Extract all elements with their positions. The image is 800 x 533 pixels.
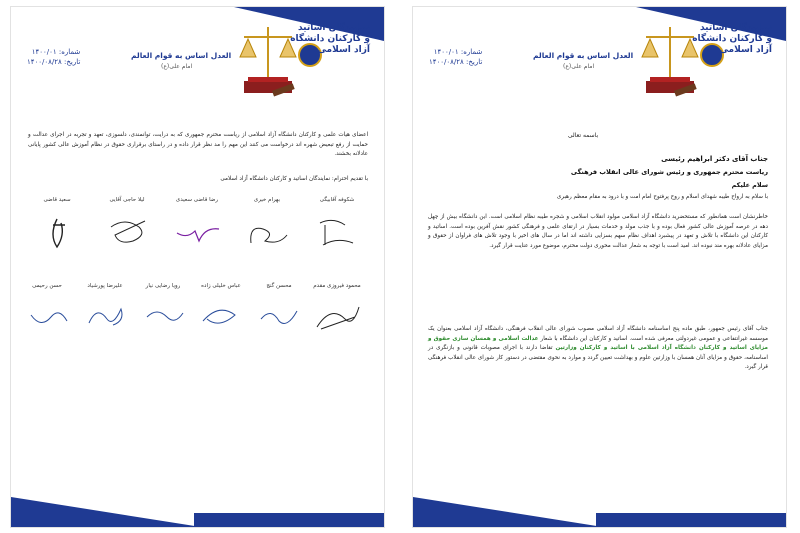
- handwritten-signature: [35, 215, 81, 249]
- handwritten-signature: [105, 215, 151, 249]
- letter-page-1: [412, 6, 787, 528]
- letterhead-motto: العدل اساس به قوام العالم: [131, 51, 232, 60]
- paragraph-body-2: [428, 325, 768, 373]
- scales-of-justice-icon: [640, 19, 700, 103]
- signatory-name: رضا قاضی سعیدی: [175, 197, 219, 203]
- signatures-row-1: [27, 197, 367, 277]
- letter-number: شماره: ۱۴۰۰/۰۱: [31, 48, 81, 56]
- greeting: سلام علیکم: [731, 181, 768, 189]
- bismillah: باسمه تعالی: [567, 132, 599, 139]
- closing-line: با تقدیم احترام: نمایندگان اساتید و کارکنان دانشگاه آزاد اسلامی: [220, 176, 368, 182]
- letterhead-title: نمایندگان اساتید و کارکنان دانشگاه آزاد اسلامی: [290, 23, 370, 55]
- footer-corner-accent: [413, 497, 603, 527]
- handwritten-signature: [175, 215, 221, 249]
- paragraph-body-2-text: جناب آقای رئیس جمهور، طبق ماده پنج اساسنامه دانشگاه آزاد اسلامی مصوب شورای عالی انقلاب فرهنگی، دانشگاه آزاد اسلامی بعنوان یک موسسه غیرانتفاعی و عمومی غیردولتی معرفی شده است. اساتید و کارکنان این دانشگاه با شعار: [428, 326, 768, 342]
- addressee-title: ریاست محترم جمهوری و رئیس شورای عالی انقلاب فرهنگی: [570, 168, 768, 176]
- handwritten-signature: [257, 299, 303, 333]
- letterhead-motto-author: امام علی(ع): [563, 63, 595, 70]
- paragraph-intro: با سلام به ارواح طیبه شهدای اسلام و روح پرفتوح امام امت و با درود به مقام معظم رهبری: [556, 194, 768, 200]
- handwritten-signature: [315, 215, 361, 249]
- letterhead-title: نمایندگان اساتید و کارکنان دانشگاه آزاد اسلامی: [692, 23, 772, 55]
- paragraph-body-1: خاطرنشان است همانطور که مستحضرید دانشگاه آزاد اسلامی مولود انقلاب اسلامی و شجره طیبه نظام اسلامی است. این دانشگاه بیش از چهل دهه در عرصه آموزش عالی کشور فعال بوده و با جذب مولد و خدمات بسیار در ارتقای علمی و فرهنگی کشور نقش آفرین بوده است. اساتید و کارکنان این دانشگاه با تلاش و تعهد در پیشبرد اهداف نظام سهم بسزایی داشته اند اما در سال های اخیر با وجود تلاش های فراوان از حقوق و مزایای عادلانه بهره مند نبوده اند. امید است با توجه به شعار عدالت محوری دولت محترم، موضوع مورد عنایت قرار گیرد.: [428, 214, 768, 249]
- signatory-name: محمود فیروزی مقدم: [313, 283, 361, 289]
- footer-corner-accent: [11, 497, 201, 527]
- signatory-name: حسن رحیمی: [32, 283, 62, 289]
- letterhead-logo: [640, 19, 772, 103]
- handwritten-signature: [199, 299, 245, 333]
- footer-bar: [194, 513, 384, 527]
- paragraph-body-2-tail: تقاضا دارند با اجرای مصوبات قانونی و بازنگری در اساسنامه، حقوق و مزایای آنان همسان با وزارتین علوم و بهداشت تعیین گردد و موارد به نحوی مقتضی در دستور کار شورای عالی انقلاب فرهنگی قرار گیرد.: [428, 345, 768, 370]
- addressee-name: جناب آقای دکتر ابراهیم رئیسی: [661, 155, 768, 163]
- handwritten-signature: [315, 299, 361, 333]
- letter-meta: [27, 47, 80, 67]
- signatory-name: سعید قاضی: [43, 197, 71, 203]
- paragraph-request: اعضای هیات علمی و کارکنان دانشگاه آزاد اسلامی از ریاست محترم جمهوری که به درایت، توانمندی، دلسوزی، تعهد و تجربه در اجرای عدالت و حمایت از رفع تبعیض شهره اند درخواست می کنند این مهم را مد نظر قرار داده و در راستای برقراری حقوق در نظام آموزش عالی کشور پایانی عادلانه بخشند.: [28, 132, 368, 157]
- signatures-row-2: [27, 283, 367, 363]
- signatory-name: محسن گنج: [266, 283, 292, 289]
- signatory-name: رویا رضایی نیار: [145, 283, 181, 289]
- letter-page-2: [10, 6, 385, 528]
- handwritten-signature: [141, 299, 187, 333]
- letterhead-motto-author: امام علی(ع): [161, 63, 193, 70]
- scales-of-justice-icon: [238, 19, 298, 103]
- signatory-name: عباس خلیلی زاده: [201, 283, 241, 289]
- footer-bar: [596, 513, 786, 527]
- signatory-name: علیرضا پورشیاد: [87, 283, 123, 289]
- signatory-name: بهرام خیری: [253, 197, 281, 203]
- letter-date: تاریخ: ۱۴۰۰/۰۸/۲۸: [429, 58, 483, 66]
- demand-highlight: عدالت اسلامی و همسان سازی حقوق و مزایای اساتید و کارکنان دانشگاه آزاد اسلامی با اساتید و کارکنان وزارتین: [428, 335, 768, 351]
- letter-number: شماره: ۱۴۰۰/۰۱: [433, 48, 483, 56]
- signatory-name: شکوفه آقابیگی: [319, 197, 355, 203]
- letterhead-motto: العدل اساس به قوام العالم: [533, 51, 634, 60]
- handwritten-signature: [25, 299, 71, 333]
- letterhead-logo: [238, 19, 370, 103]
- handwritten-signature: [83, 299, 129, 333]
- signatory-name: لیلا حاجی آقایی: [109, 197, 145, 203]
- letter-meta: [429, 47, 482, 67]
- handwritten-signature: [245, 215, 291, 249]
- letter-date: تاریخ: ۱۴۰۰/۰۸/۲۸: [27, 58, 81, 66]
